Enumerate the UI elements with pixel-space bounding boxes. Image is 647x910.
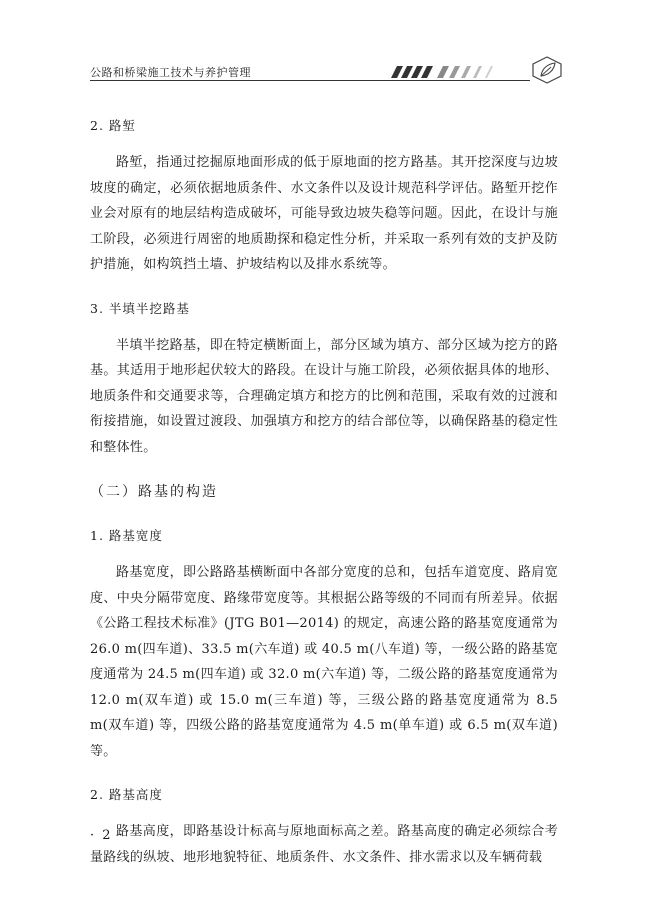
chapter-heading-structure: （二）路基的构造 (90, 484, 218, 500)
section-heading-height: 2. 路基高度 (90, 787, 163, 802)
section-heading-cutting: 2. 路堑 (90, 118, 136, 133)
header-rule (90, 80, 530, 81)
paragraph-height: 路基高度，即路基设计标高与原地面标高之差。路基高度的确定必须综合考量路线的纵坡、地形地貌特征、地质条件、水文条件、排水需求以及车辆荷载 (90, 824, 558, 865)
section-heading-width: 1. 路基宽度 (90, 528, 163, 543)
header-title: 公路和桥梁施工技术与养护管理 (90, 66, 251, 79)
decorative-stripes-icon (387, 64, 507, 80)
leaf-logo-icon (530, 56, 564, 84)
paragraph-width: 路基宽度，即公路路基横断面中各部分宽度的总和，包括车道宽度、路肩宽度、中央分隔带宽度、路缘带宽度等。其根据公路等级的不同而有所差异。依据《公路工程技术标准》(JTG B01—2014) 的规定，高速公路的路基宽度通常为 26.0 m(四车道)、33.5 m(六车道) 或 40.5 m(八车道) 等，一级公路的路基宽度通常为 24.5 m(四车道) 或 32.0 m(六车道) 等，二级公路的路基宽度通常为 12.0 m(双车道) 或 15.0 m(三车道) 等，三级公路的路基宽度通常为 8.5 m(双车道) 等，四级公路的路基宽度通常为 4.5 m(单车道) 或 6.5 m(双车道) 等。 (90, 565, 558, 759)
running-header (90, 58, 570, 86)
paragraph-half-fill: 半填半挖路基，即在特定横断面上，部分区域为填方、部分区域为挖方的路基。其适用于地形起伏较大的路段。在设计与施工阶段，必须依据具体的地形、地质条件和交通要求等，合理确定填方和挖方的比例和范围，采取有效的过渡和衔接措施，如设置过渡段、加强填方和挖方的结合部位等，以确保路基的稳定性和整体性。 (90, 337, 558, 455)
page-number: · 2 · (90, 828, 125, 843)
page-body (90, 100, 558, 870)
section-heading-half-fill: 3. 半填半挖路基 (90, 300, 190, 316)
paragraph-cutting: 路堑，指通过挖掘原地面形成的低于原地面的挖方路基。其开挖深度与边坡坡度的确定，必须依据地质条件、水文条件以及设计规范科学评估。路堑开挖作业会对原有的地层结构造成破坏，可能导致边坡失稳等问题。因此，在设计与施工阶段，必须进行周密的地质勘探和稳定性分析，并采取一系列有效的支护及防护措施，如构筑挡土墙、护坡结构以及排水系统等。 (90, 155, 558, 272)
